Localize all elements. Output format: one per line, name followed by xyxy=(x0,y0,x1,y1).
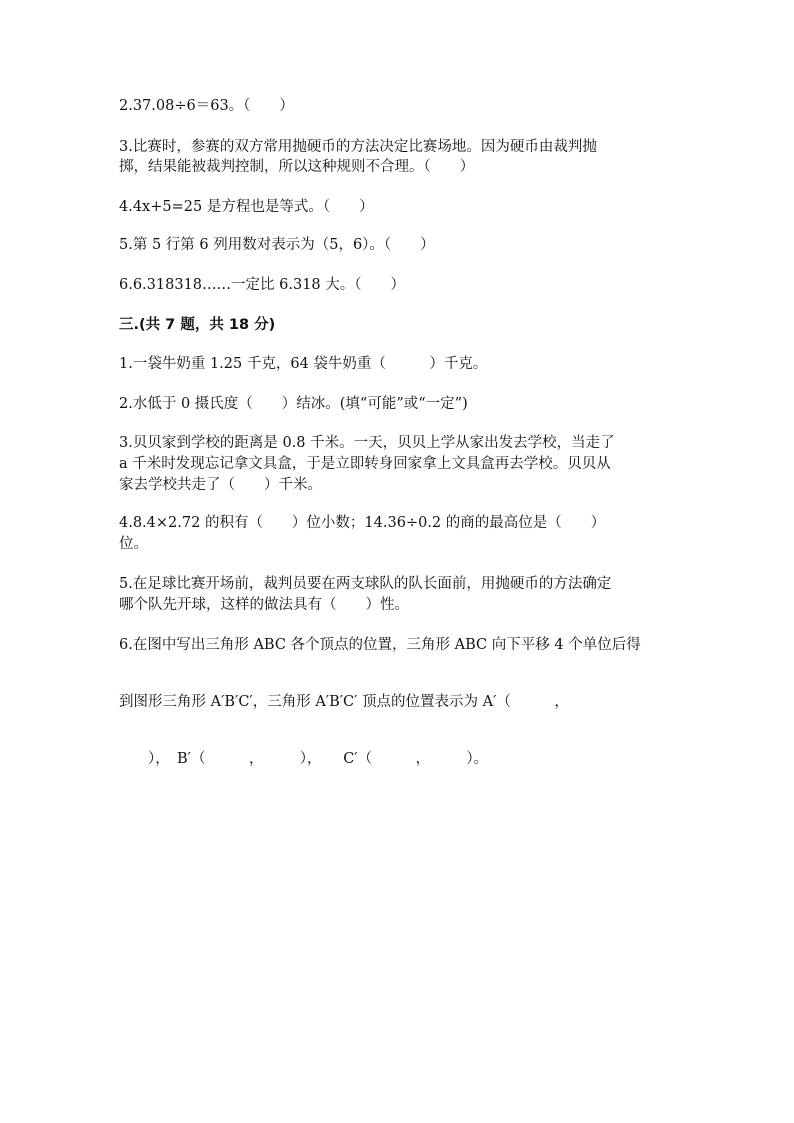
question-tf-3-line1: 3.比赛时，参赛的双方常用抛硬币的方法决定比赛场地。因为硬币由裁判抛 xyxy=(119,139,597,155)
question-fill-6-line3: ）， B′（ ， ）， C′（ ， ）。 xyxy=(119,751,489,767)
question-fill-6-line1: 6.在图中写出三角形 ABC 各个顶点的位置，三角形 ABC 向下平移 4 个单位后得 xyxy=(119,637,641,653)
question-tf-3-line2: 掷，结果能被裁判控制，所以这种规则不合理。（ ） xyxy=(119,159,475,175)
question-fill-3-line3: 家去学校共走了（ ）千米。 xyxy=(119,477,322,493)
question-tf-6: 6.6.318318……一定比 6.318 大。（ ） xyxy=(119,277,405,293)
question-tf-2: 2.37.08÷6＝63。（ ） xyxy=(119,98,294,114)
question-fill-1: 1.一袋牛奶重 1.25 千克，64 袋牛奶重（ ）千克。 xyxy=(119,356,488,372)
section-3-title: 三.(共 7 题，共 18 分) xyxy=(119,317,276,333)
question-fill-5-line2: 哪个队先开球，这样的做法具有（ ）性。 xyxy=(119,597,409,613)
question-fill-4-line1: 4.8.4×2.72 的积有（ ）位小数；14.36÷0.2 的商的最高位是（ ） xyxy=(119,515,606,531)
question-fill-4-line2: 位。 xyxy=(119,536,148,552)
question-fill-5-line1: 5.在足球比赛开场前，裁判员要在两支球队的队长面前，用抛硬币的方法确定 xyxy=(119,576,612,592)
question-fill-3-line1: 3.贝贝家到学校的距离是 0.8 千米。一天，贝贝上学从家出发去学校，当走了 xyxy=(119,435,615,451)
question-fill-6-line2: 到图形三角形 A′B′C′，三角形 A′B′C′ 顶点的位置表示为 A′（ ， xyxy=(119,694,569,710)
question-fill-3-line2: a 千米时发现忘记拿文具盒，于是立即转身回家拿上文具盒再去学校。贝贝从 xyxy=(119,456,611,472)
question-tf-5: 5.第 5 行第 6 列用数对表示为（5，6）。（ ） xyxy=(119,237,435,253)
question-fill-2: 2.水低于 0 摄氏度（ ）结冰。(填“可能”或“一定”) xyxy=(119,396,468,412)
question-tf-4: 4.4x+5=25 是方程也是等式。（ ） xyxy=(119,199,374,215)
